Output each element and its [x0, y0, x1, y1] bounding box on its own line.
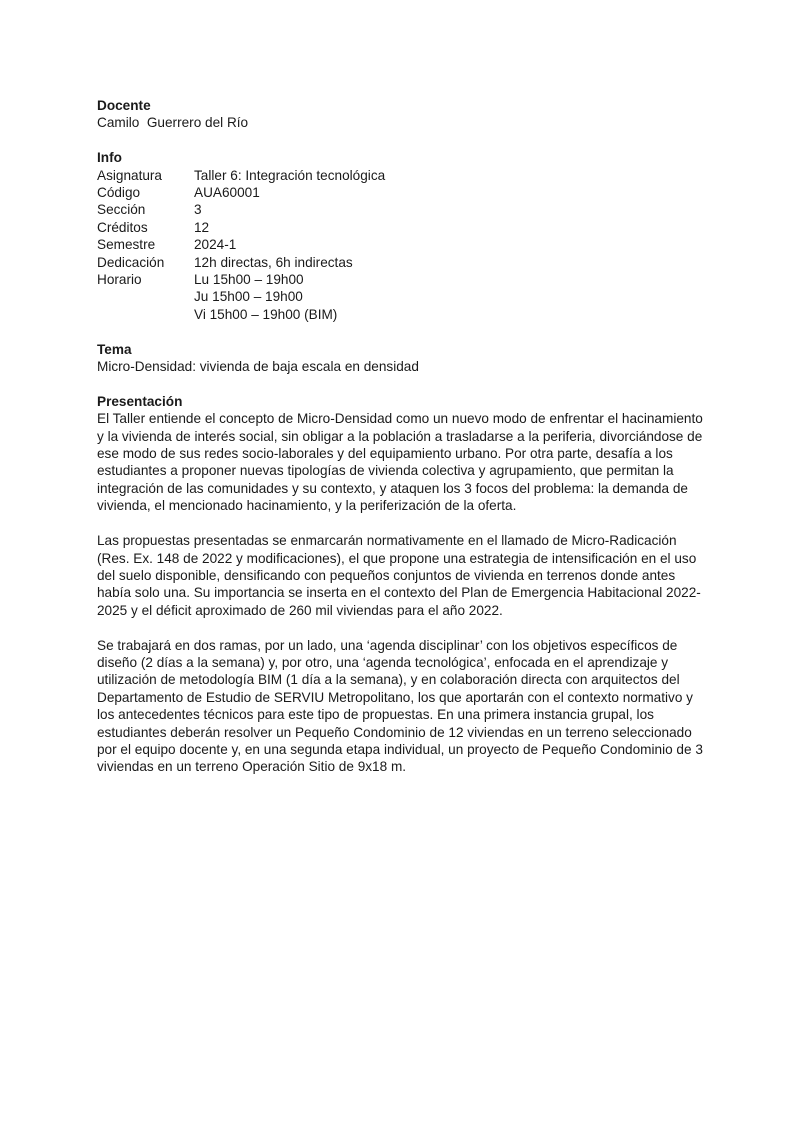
- tema-text: Micro-Densidad: vivienda de baja escala en densidad: [97, 359, 419, 375]
- info-table: [97, 167, 707, 324]
- info-label: Código: [97, 185, 141, 201]
- info-heading: Info: [97, 150, 122, 166]
- info-value: Vi 15h00 – 19h00 (BIM): [194, 306, 338, 322]
- info-label: Semestre: [97, 237, 156, 253]
- presentacion-heading: Presentación: [97, 393, 183, 409]
- info-value: 12: [194, 219, 210, 235]
- tema-heading: Tema: [97, 341, 132, 357]
- tema-section: [97, 341, 707, 376]
- presentacion-paragraph: Se trabajará en dos ramas, por un lado, una ‘agenda disciplinar’ con los objetivos específicos de diseño (2 días a la semana) y, por otro, una ‘agenda tecnológica’, enfocada en el aprendizaje y utilización de metodología BIM (1 día a la semana), y en colaboración directa con arquitectos del Departamento de Estudio de SERVIU Metropolitano, los que aportarán con el contexto normativo y los antecedentes técnicos para este tipo de propuestas. En una primera instancia grupal, los estudiantes deberán resolver un Pequeño Condominio de 12 viviendas en un terreno seleccionado por el equipo docente y, en una segunda etapa individual, un proyecto de Pequeño Condominio de 3 viviendas en un terreno Operación Sitio de 9x18 m.: [97, 637, 703, 775]
- info-label: Horario: [97, 272, 142, 288]
- info-label: Sección: [97, 202, 146, 218]
- document-page: [97, 97, 707, 776]
- info-value: Taller 6: Integración tecnológica: [194, 167, 386, 183]
- info-value: Ju 15h00 – 19h00: [194, 289, 303, 305]
- info-value: 2024-1: [194, 237, 237, 253]
- info-section: [97, 149, 707, 323]
- info-values: [194, 236, 707, 253]
- info-value: 3: [194, 202, 202, 218]
- docente-name: Camilo Guerrero del Río: [97, 115, 249, 131]
- info-values: [194, 201, 707, 218]
- info-label: Asignatura: [97, 167, 162, 183]
- info-row: [97, 167, 707, 184]
- info-row: [97, 271, 707, 323]
- info-label: Créditos: [97, 219, 148, 235]
- info-row: [97, 254, 707, 271]
- presentacion-paragraph: Las propuestas presentadas se enmarcarán normativamente en el llamado de Micro-Radicación (Res. Ex. 148 de 2022 y modificaciones), el que propone una estrategia de intensificación en el uso del suelo disponible, densificando con pequeños conjuntos de vivienda en terrenos donde antes había solo una. Su importancia se inserta en el contexto del Plan de Emergencia Habitacional 2022-2025 y el déficit aproximado de 260 mil viviendas para el año 2022.: [97, 533, 701, 618]
- docente-section: [97, 97, 707, 132]
- info-values: [194, 219, 707, 236]
- info-value: AUA60001: [194, 185, 260, 201]
- info-values: [194, 254, 707, 271]
- info-values: [194, 167, 707, 184]
- presentacion-paragraph: El Taller entiende el concepto de Micro-Densidad como un nuevo modo de enfrentar el hacinamiento y la vivienda de interés social, sin obligar a la población a trasladarse a la periferia, divorciándose de ese modo de sus redes socio-laborales y del equipamiento urbano. Por otra parte, desafía a los estudiantes a proponer nuevas tipologías de vivienda colectiva y agrupamiento, que permitan la integración de las comunidades y su contexto, y ataquen los 3 focos del problema: la demanda de vivienda, el mencionado hacinamiento, y la periferización de la oferta.: [97, 411, 703, 514]
- info-row: [97, 219, 707, 236]
- info-row: [97, 236, 707, 253]
- info-values: [194, 184, 707, 201]
- info-values: [194, 271, 707, 323]
- info-value: 12h directas, 6h indirectas: [194, 254, 353, 270]
- info-row: [97, 184, 707, 201]
- docente-heading: Docente: [97, 98, 151, 113]
- presentacion-section: [97, 393, 707, 776]
- info-row: [97, 201, 707, 218]
- info-label: Dedicación: [97, 254, 165, 270]
- info-value: Lu 15h00 – 19h00: [194, 272, 304, 288]
